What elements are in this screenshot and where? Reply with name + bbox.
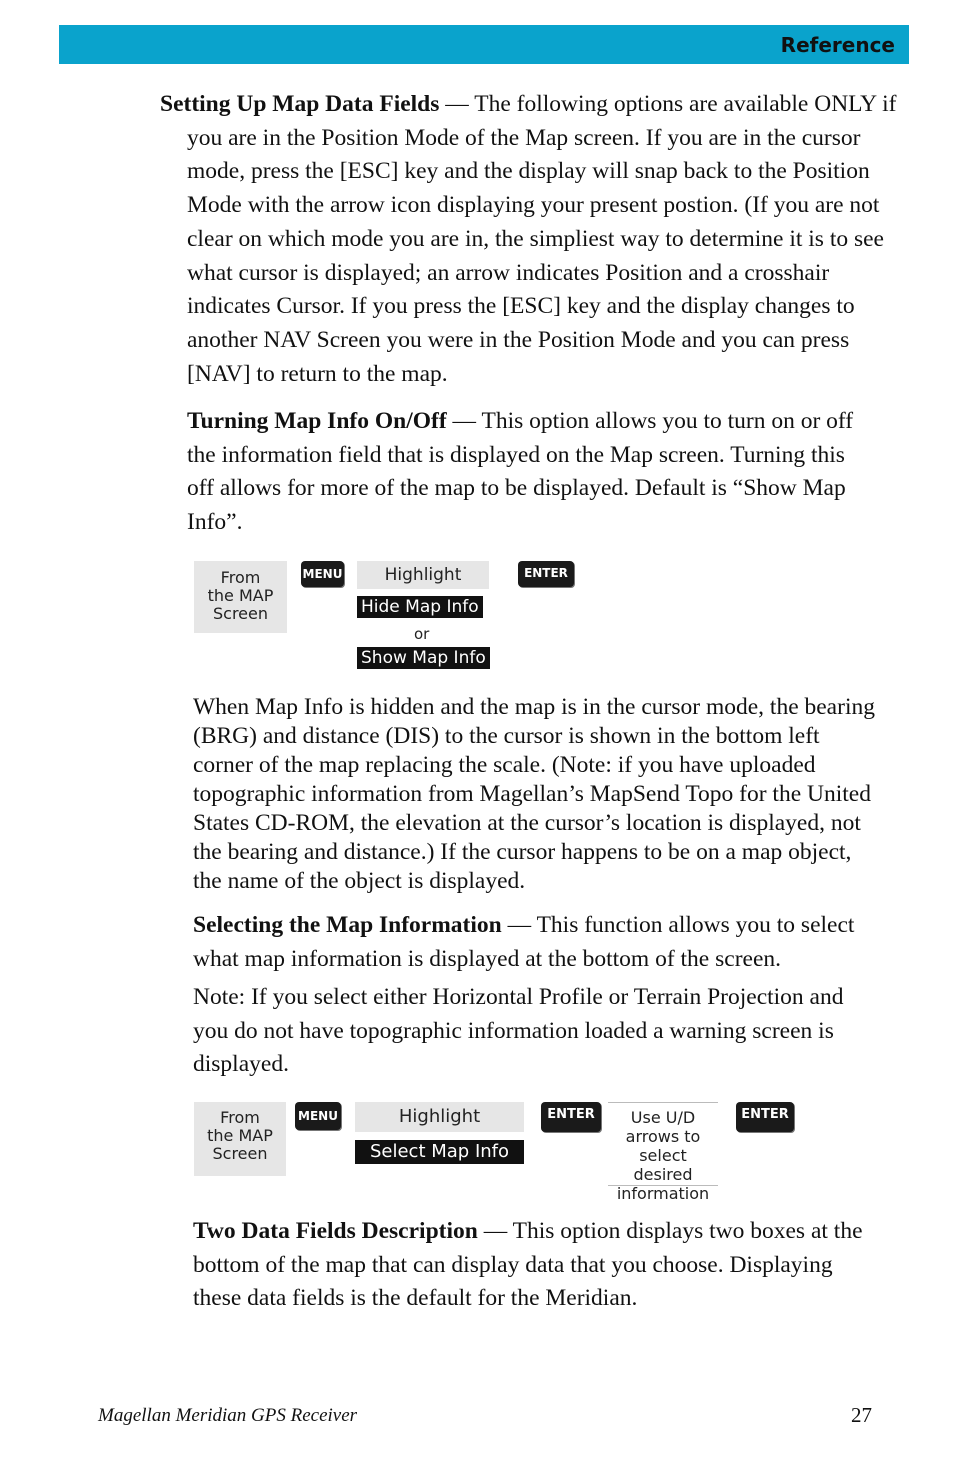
show-map-info-option: Show Map Info: [357, 647, 490, 669]
from-line: From: [220, 568, 261, 587]
instruction-line: information: [616, 1184, 710, 1203]
body-turning: — This option allows you to turn on or off the information field that is displayed on the Map screen. Turning this off allows for more of the map to be displayed. Default is “Show Map Info”.: [187, 408, 854, 536]
menu-key: MENU: [295, 1102, 341, 1130]
paragraph-note: Note: If you select either Horizontal Profile or Terrain Projection and you do not have topographic information loaded a warning screen is displayed.: [193, 984, 844, 1078]
header-title: Reference: [780, 33, 895, 57]
heading-selecting: Selecting the Map Information: [193, 912, 502, 938]
highlight-label: Highlight: [355, 1102, 524, 1132]
or-label: or: [414, 625, 430, 643]
paragraph-two-fields: [193, 1215, 883, 1316]
body-selecting: — This function allows you to select what map information is displayed at the bottom of the screen.: [193, 912, 855, 972]
heading-two-fields: Two Data Fields Description: [193, 1218, 478, 1244]
heading-turning: Turning Map Info On/Off: [187, 408, 447, 434]
from-line: the MAP: [207, 586, 274, 605]
page-number: 27: [851, 1403, 872, 1427]
hide-map-info-option: Hide Map Info: [357, 596, 483, 618]
from-line: the MAP: [207, 1126, 273, 1145]
instruction-line: arrows to: [625, 1127, 701, 1146]
enter-key: ENTER: [541, 1102, 601, 1132]
from-line: Screen: [212, 604, 268, 623]
from-line: Screen: [212, 1144, 268, 1163]
use-ud-arrows-note: [608, 1102, 718, 1203]
heading-setup: Setting Up Map Data Fields: [160, 91, 440, 117]
highlight-label: Highlight: [357, 561, 489, 589]
paragraph-selecting: [193, 909, 883, 976]
paragraph-turning: [187, 405, 877, 540]
from-map-screen-box: [194, 1102, 286, 1176]
footer-title: Magellan Meridian GPS Receiver: [98, 1405, 358, 1426]
instruction-line: select desired: [633, 1146, 693, 1184]
body-setup: — The following options are available ONLY if you are in the Position Mode of the Map screen. If you are in the cursor mode, press the [ESC] key and the display will snap back to the Position Mode with the arrow icon displaying your present postion. (If you are not clear on which mode you are in, the simpliest way to determine it is to see what cursor is displayed; an arrow indicates Position and a crosshair indicates Cursor. If you press the [ESC] key and the display changes to another NAV Screen you were in the Position Mode and you can press [NAV] to return to the map.: [187, 91, 897, 387]
select-map-info-option: Select Map Info: [355, 1140, 524, 1164]
menu-key: MENU: [301, 561, 344, 587]
enter-key-2: ENTER: [736, 1102, 794, 1132]
paragraph-hidden-info: When Map Info is hidden and the map is in the cursor mode, the bearing (BRG) and distance (DIS) to the cursor is shown in the bottom left corner of the map replacing the scale. (Note: if you have uploaded topographic information from Magellan’s MapSend Topo for the United States CD-ROM, the elevation at the cursor’s location is displayed, not the bearing and distance.) If the cursor happens to be on a map object, the name of the object is displayed.: [193, 694, 875, 894]
instruction-line: Use U/D: [630, 1108, 696, 1127]
from-map-screen-box: [194, 561, 287, 633]
enter-key: ENTER: [518, 561, 574, 587]
header-bar: [59, 25, 909, 64]
body-two-fields: — This option displays two boxes at the bottom of the map that can display data that you choose. Displaying these data fields is the default for the Meridian.: [193, 1218, 863, 1312]
paragraph-setup: [160, 88, 899, 391]
from-line: From: [220, 1108, 260, 1127]
